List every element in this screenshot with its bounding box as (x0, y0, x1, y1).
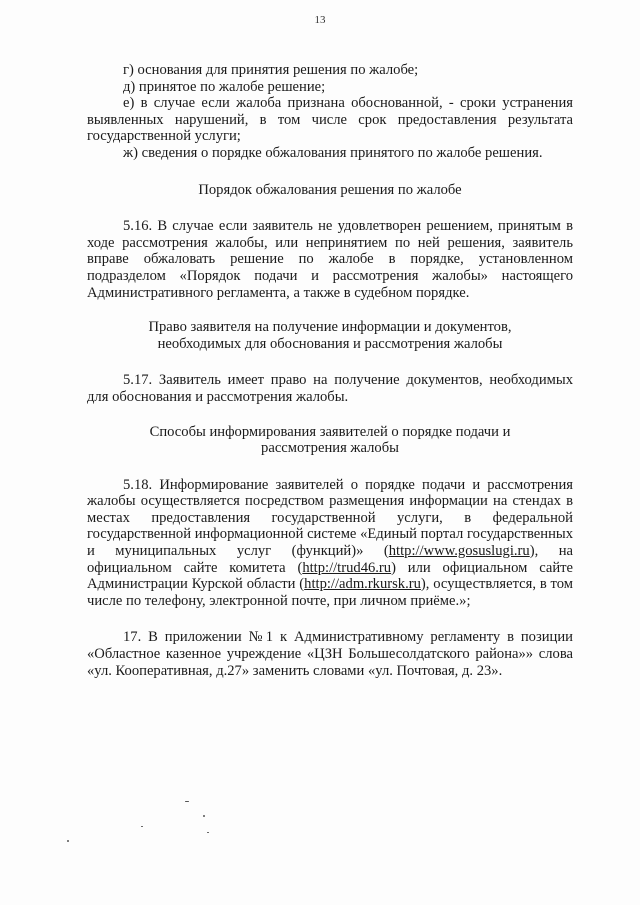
heading-line: необходимых для обоснования и рассмотрения жалобы (157, 335, 503, 352)
page-number: 13 (314, 14, 326, 26)
trud46-link[interactable]: http://trud46.ru (302, 559, 392, 576)
paragraph-5-16: 5.16. В случае если заявитель не удовлетворен решением, принятым в ходе рассмотрения жалобы, или непринятием по ней решения, заявитель вправе обжаловать решение по жалобе в порядке, установленном подразделом «Порядок подачи и рассмотрения жалобы» настоящего Административного регламента, а также в судебном порядке. (87, 218, 573, 301)
paragraph-text: ), осуществляется, в том числе по телефону, электронной почте, при личном приёме.»; (87, 576, 573, 609)
paragraph-text: ), на официальном сайте комитета ( (87, 543, 573, 576)
heading-line: Право заявителя на получение информации и документов, (148, 319, 512, 336)
list-item: е) в случае если жалоба признана обоснованной, - сроки устранения выявленных нарушений, в том числе срок предоставления результата государственной услуги; (87, 95, 573, 145)
scan-speck (185, 801, 189, 802)
section-heading-appeal: Порядок обжалования решения по жалобе (198, 181, 462, 198)
gosuslugi-link[interactable]: http://www.gosuslugi.ru (388, 543, 530, 560)
list-item: д) принятое по жалобе решение; (123, 78, 326, 95)
adm-rkursk-link[interactable]: http://adm.rkursk.ru (304, 576, 421, 593)
document-body (87, 62, 573, 679)
scan-speck (141, 826, 143, 827)
list-item: г) основания для принятия решения по жалобе; (123, 62, 419, 78)
paragraph-amendment-17: 17. В приложении №1 к Административному регламенту в позиции «Областное казенное учреждение «ЦЗН Большесолдатского района»» слова «ул. Кооперативная, д.27» заменить словами «ул. Почтовая, д. 23». (87, 629, 573, 679)
heading-line: Способы информирования заявителей о порядке подачи и (149, 423, 511, 440)
paragraph-5-17: 5.17. Заявитель имеет право на получение документов, необходимых для обоснования и рассмотрения жалобы. (87, 372, 573, 405)
paragraph-text: 5.18. Информирование заявителей о порядке подачи и рассмотрения жалобы осуществляется посредством размещения информации на стендах в местах предоставления государственной услуги, в федеральной государственной информационной системе «Единый портал государственных и муниципальных услуг (функций)» ( (87, 476, 573, 560)
scan-speck (207, 832, 209, 833)
section-heading-informing (87, 424, 573, 457)
scan-speck (203, 815, 205, 817)
section-heading-right-to-info (87, 319, 573, 352)
paragraph-5-18 (87, 477, 573, 610)
scan-speck (67, 840, 69, 842)
paragraph-text: ) или официальном сайте Администрации Курской области ( (87, 559, 573, 593)
list-item: ж) сведения о порядке обжалования принятого по жалобе решения. (123, 144, 543, 161)
heading-line: рассмотрения жалобы (261, 440, 399, 457)
